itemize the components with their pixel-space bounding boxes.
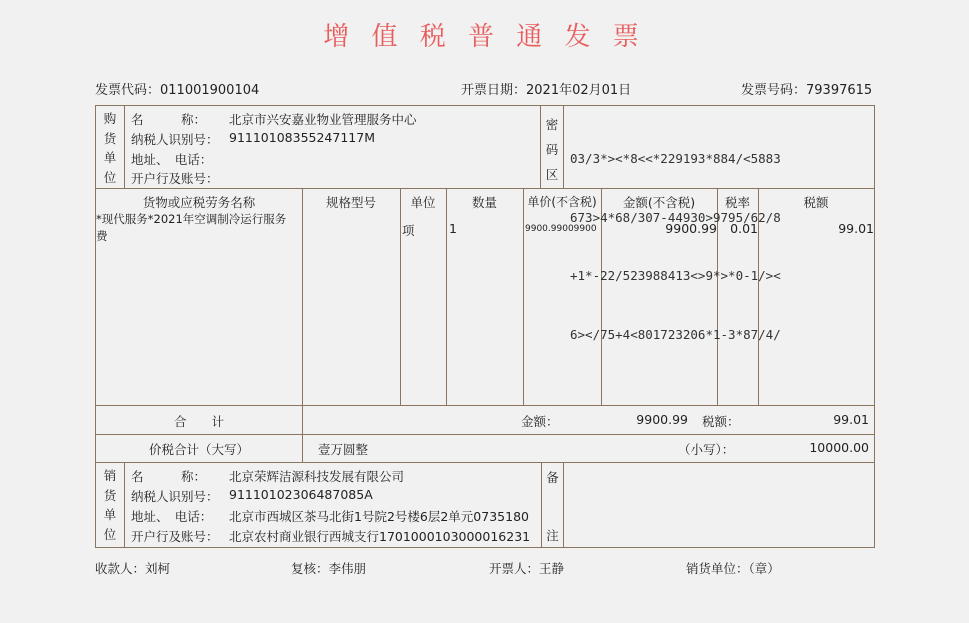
item-amount: 9900.99 — [665, 221, 717, 236]
invoice-code-value: 011001900104 — [160, 83, 260, 98]
invoice-title: 增 值 税 普 通 发 票 — [323, 22, 646, 52]
cipher-side-char: 密 — [545, 117, 559, 132]
col-header-unit: 单位 — [410, 195, 436, 210]
reviewer-label: 复核： — [291, 561, 329, 576]
invoice-date-label: 开票日期： — [461, 83, 527, 98]
seller-unit-stamp-label: 销货单位：（章） — [686, 561, 780, 576]
item-name-line: *现代服务*2021年空调制冷运行服务 — [96, 212, 287, 226]
cipher-line: +1*-22/523988413<>9*>*0-1/>< — [570, 268, 781, 283]
issuer-value: 王静 — [539, 561, 565, 576]
cipher-line: 03/3*><*8<<*229193*884/<5883 — [570, 151, 781, 166]
invoice-code — [95, 79, 259, 98]
buyer-address-label: 地址、 电话： — [131, 152, 213, 167]
remarks-side-char: 备 — [546, 470, 559, 485]
seller-tax-id-label: 纳税人识别号： — [131, 489, 219, 504]
item-name-line: 费 — [96, 229, 108, 243]
totals-tax: 99.01 — [833, 412, 869, 427]
cipher-side-label — [541, 112, 563, 187]
col-header-name: 货物或应税劳务名称 — [142, 195, 256, 210]
remarks-side-label — [542, 468, 563, 546]
col-header-amount: 金额(不含税) — [622, 195, 696, 210]
cipher-side-char: 区 — [545, 167, 559, 182]
totals-tax-label: 税额： — [702, 414, 740, 429]
seller-side-char: 位 — [103, 526, 117, 542]
seller-side-char: 单 — [103, 507, 117, 522]
reviewer — [291, 559, 366, 577]
issuer-label: 开票人： — [489, 561, 540, 576]
col-header-tax: 税额 — [803, 195, 829, 210]
cipher-line: 673>4*68/307-44930>9795/62/8 — [570, 209, 781, 225]
invoice-date-value: 2021年02月01日 — [526, 83, 632, 98]
grand-total-words: 壹万圆整 — [318, 442, 369, 457]
buyer-name-label: 名 称： — [131, 112, 207, 127]
item-name — [96, 211, 286, 245]
remarks-area — [564, 463, 874, 547]
buyer-side-char: 购 — [103, 111, 117, 126]
seller-name: 北京荣辉洁源科技发展有限公司 — [229, 469, 405, 484]
buyer-side-label — [96, 109, 124, 187]
col-header-spec: 规格型号 — [325, 195, 376, 210]
invoice-date — [461, 79, 631, 98]
grand-total-small-label: （小写）： — [678, 442, 735, 457]
invoice-code-label: 发票代码： — [95, 83, 161, 98]
payee-label: 收款人： — [95, 561, 146, 576]
buyer-bank-label: 开户行及账号： — [131, 171, 219, 186]
seller-side-char: 销 — [103, 468, 117, 483]
item-unit: 项 — [402, 223, 415, 238]
cipher-line: 6></75+4<801723206*1-3*87/4/ — [570, 326, 781, 342]
seller-address: 北京市西城区茶马北街1号院2号楼6层2单元0735180 — [229, 509, 529, 524]
invoice-number-label: 发票号码： — [741, 83, 807, 98]
payee — [95, 559, 170, 577]
item-tax: 99.01 — [838, 221, 874, 236]
buyer-tax-id-label: 纳税人识别号： — [131, 132, 219, 147]
totals-amount: 9900.99 — [636, 412, 688, 427]
col-header-qty: 数量 — [471, 195, 497, 210]
seller-name-label: 名 称： — [131, 469, 207, 484]
item-price: 9900.99009900 — [525, 224, 597, 234]
invoice-number-value: 79397615 — [806, 83, 873, 98]
seller-side-char: 货 — [103, 487, 117, 503]
grand-total-number: 10000.00 — [809, 440, 869, 455]
buyer-side-char: 货 — [103, 130, 117, 146]
cipher-text — [570, 110, 781, 364]
issuer — [489, 559, 564, 577]
seller-address-label: 地址、 电话： — [131, 509, 213, 524]
seller-bank-label: 开户行及账号： — [131, 529, 219, 544]
item-qty: 1 — [449, 221, 457, 236]
buyer-side-char: 位 — [103, 169, 117, 185]
col-header-price: 单价(不含税) — [527, 195, 597, 209]
buyer-side-char: 单 — [103, 150, 117, 165]
buyer-tax-id: 91110108355247117M — [229, 130, 375, 145]
seller-side-label — [96, 466, 124, 544]
col-header-rate: 税率 — [724, 195, 750, 210]
invoice-number — [741, 79, 872, 98]
seller-tax-id: 91110102306487085A — [229, 487, 373, 502]
buyer-name: 北京市兴安嘉业物业管理服务中心 — [229, 112, 417, 127]
grand-total-label: 价税合计（大写） — [148, 442, 249, 457]
totals-label: 合 计 — [173, 414, 224, 429]
payee-value: 刘柯 — [145, 561, 171, 576]
totals-amount-label: 金额： — [521, 414, 559, 429]
remarks-side-char: 注 — [546, 528, 559, 543]
cipher-side-char: 码 — [545, 142, 559, 157]
reviewer-value: 李伟朋 — [328, 561, 367, 576]
seller-bank: 北京农村商业银行西城支行1701000103000016231 — [229, 529, 531, 544]
item-rate: 0.01 — [730, 221, 758, 236]
